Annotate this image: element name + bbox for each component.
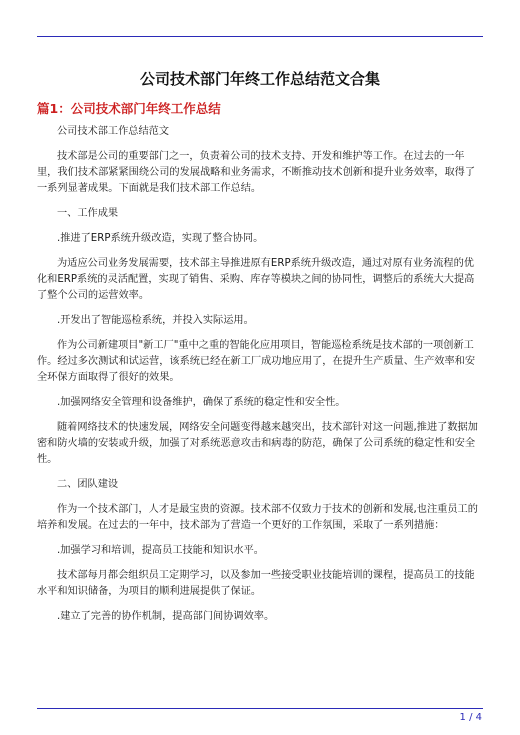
team-item-collaboration: .建立了完善的协作机制，提高部门间协调效率。 (57, 611, 275, 622)
result-item-inspection: .开发出了智能巡检系统，并投入实际运用。 (57, 315, 254, 326)
erp-detail-paragraph: 为适应公司业务发展需要，技术部主导推进原有ERP系统升级改造，通过对原有业务流程的优化和ERP系统的灵活配置，实现了销售、采购、库存等模块之间的协同性，调整后的系统大大提高了整个公司的运营效率。 (37, 258, 475, 301)
security-detail-paragraph: 随着网络技术的快速发展，网络安全问题变得越来越突出，技术部针对这一问题,推进了数据加密和防火墙的安装或升级，加强了对系统恶意攻击和病毒的防范，确保了公司系统的稳定性和安全性。 (37, 422, 478, 465)
section-heading: 篇1：公司技术部门年终工作总结 (37, 101, 221, 116)
training-detail-paragraph: 技术部每月都会组织员工定期学习，以及参加一些接受职业技能培训的课程，提高员工的技能水平和知识储备，为项目的顺利进展提供了保证。 (37, 570, 475, 597)
document-title: 公司技术部门年终工作总结范文合集 (139, 70, 380, 88)
team-item-training: .加强学习和培训，提高员工技能和知识水平。 (57, 545, 264, 556)
document-body (37, 124, 483, 634)
result-item-security: .加强网络安全管理和设备维护，确保了系统的稳定性和安全性。 (57, 397, 346, 408)
intro-paragraph: 技术部是公司的重要部门之一，负责着公司的技术支持、开发和维护等工作。在过去的一年里，我们技术部紧紧围绕公司的发展战略和业务需求，不断推动技术创新和提升业务效率，取得了一系列显著成果。下面就是我们技术部工作总结。 (37, 151, 476, 194)
subtitle-paragraph: 公司技术部工作总结范文 (57, 126, 170, 137)
section-heading-work-results: 一、工作成果 (57, 208, 119, 219)
top-rule (37, 36, 483, 37)
page-number: 1 / 4 (459, 712, 482, 723)
team-intro-paragraph: 作为一个技术部门，人才是最宝贵的资源。技术部不仅致力于技术的创新和发展,也注重员工的培养和发展。在过去的一年中，技术部为了营造一个更好的工作氛围，采取了一系列措施： (37, 504, 478, 531)
bottom-rule (37, 708, 483, 709)
section-heading-team-building: 二、团队建设 (57, 479, 119, 490)
inspection-detail-paragraph: 作为公司新建项目"新工厂"重中之重的智能化应用项目，智能巡检系统是技术部的一项创新工作。经过多次测试和试运营，该系统已经在新工厂成功地应用了，在提升生产质量、生产效率和安全环保方面取得了很好的效果。 (37, 340, 476, 383)
result-item-erp: .推进了ERP系统升级改造，实现了整合协同。 (57, 233, 264, 244)
